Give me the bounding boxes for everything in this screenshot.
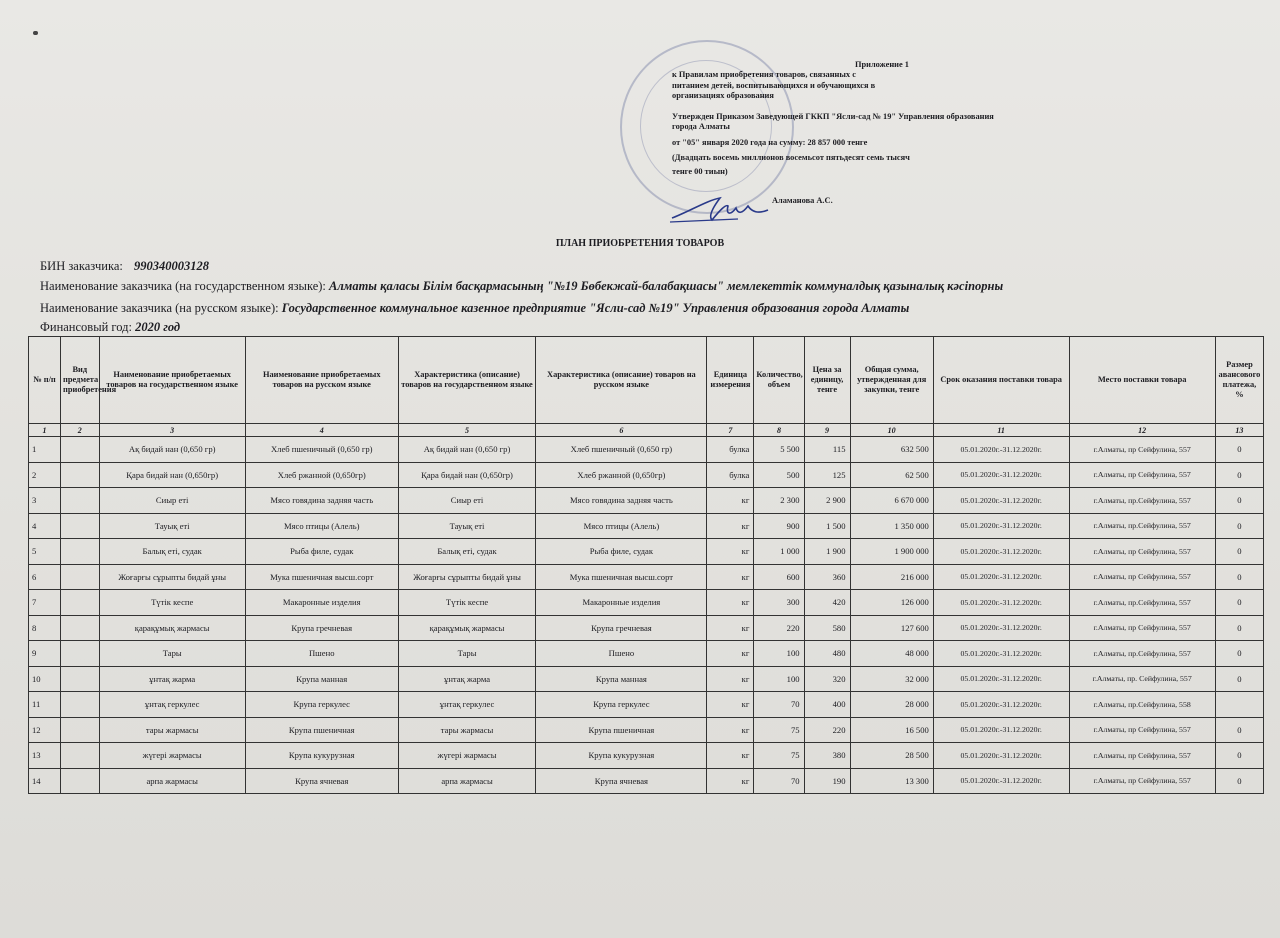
total-sum-cell: 6 670 000 <box>850 488 933 514</box>
unit-cell: кг <box>707 488 754 514</box>
column-number: 5 <box>398 424 536 437</box>
delivery-place-cell: г.Алматы, пр.Сейфулина, 557 <box>1069 590 1215 616</box>
delivery-term-cell: 05.01.2020г.-31.12.2020г. <box>933 590 1069 616</box>
delivery-place-cell: г.Алматы, пр Сейфулина, 557 <box>1069 615 1215 641</box>
purchase-type-cell <box>61 513 99 539</box>
total-sum-cell: 1 350 000 <box>850 513 933 539</box>
column-number: 7 <box>707 424 754 437</box>
delivery-term-cell: 05.01.2020г.-31.12.2020г. <box>933 615 1069 641</box>
quantity-cell: 70 <box>754 768 804 794</box>
row-number-cell: 8 <box>29 615 61 641</box>
delivery-term-cell: 05.01.2020г.-31.12.2020г. <box>933 488 1069 514</box>
quantity-cell: 2 300 <box>754 488 804 514</box>
item-desc-ru-cell: Хлеб пшеничный (0,650 гр) <box>536 437 707 463</box>
row-number-cell: 3 <box>29 488 61 514</box>
item-desc-kz-cell: тары жармасы <box>398 717 536 743</box>
advance-payment-cell: 0 <box>1215 666 1263 692</box>
column-number: 6 <box>536 424 707 437</box>
table-header-row <box>29 337 1264 424</box>
unit-price-cell: 320 <box>804 666 850 692</box>
item-desc-ru-cell: Рыба филе, судак <box>536 539 707 565</box>
total-sum-cell: 28 500 <box>850 743 933 769</box>
unit-cell: кг <box>707 641 754 667</box>
row-number-cell: 9 <box>29 641 61 667</box>
item-desc-ru-cell: Макаронные изделия <box>536 590 707 616</box>
signer-name: Аламанова А.С. <box>772 195 833 205</box>
name-ru-line <box>40 301 909 316</box>
total-sum-cell: 1 900 000 <box>850 539 933 565</box>
delivery-term-cell: 05.01.2020г.-31.12.2020г. <box>933 692 1069 718</box>
item-name-ru-cell: Крупа геркулес <box>245 692 398 718</box>
delivery-term-cell: 05.01.2020г.-31.12.2020г. <box>933 437 1069 463</box>
item-desc-kz-cell: Түтік кеспе <box>398 590 536 616</box>
name-kz-value: Алматы қаласы Білім басқармасының "№19 Бөбекжай-балабақшасы" мемлекеттік коммуналдық қазыналық кәсіпорны <box>329 279 1004 293</box>
unit-cell: кг <box>707 666 754 692</box>
unit-price-cell: 1 900 <box>804 539 850 565</box>
advance-payment-cell: 0 <box>1215 564 1263 590</box>
delivery-place-cell: г.Алматы, пр.Сейфулина, 558 <box>1069 692 1215 718</box>
delivery-place-cell: г.Алматы, пр Сейфулина, 557 <box>1069 564 1215 590</box>
item-desc-ru-cell: Пшено <box>536 641 707 667</box>
item-name-kz-cell: Тауық еті <box>99 513 245 539</box>
table-row <box>29 539 1264 565</box>
column-header: Цена за единицу, тенге <box>804 337 850 424</box>
delivery-term-cell: 05.01.2020г.-31.12.2020г. <box>933 666 1069 692</box>
advance-payment-cell: 0 <box>1215 437 1263 463</box>
table-row <box>29 743 1264 769</box>
row-number-cell: 1 <box>29 437 61 463</box>
total-sum-cell: 126 000 <box>850 590 933 616</box>
column-header: Срок оказания поставки товара <box>933 337 1069 424</box>
unit-cell: кг <box>707 615 754 641</box>
table-row <box>29 768 1264 794</box>
item-desc-kz-cell: Сиыр еті <box>398 488 536 514</box>
item-name-kz-cell: Ақ бидай нан (0,650 гр) <box>99 437 245 463</box>
column-number: 13 <box>1215 424 1263 437</box>
item-desc-ru-cell: Крупа пшеничная <box>536 717 707 743</box>
advance-payment-cell: 0 <box>1215 743 1263 769</box>
advance-payment-cell: 0 <box>1215 462 1263 488</box>
delivery-place-cell: г.Алматы, пр.Сейфулина, 557 <box>1069 488 1215 514</box>
unit-price-cell: 480 <box>804 641 850 667</box>
item-name-kz-cell: қарақұмық жармасы <box>99 615 245 641</box>
quantity-cell: 5 500 <box>754 437 804 463</box>
item-desc-kz-cell: ұнтақ жарма <box>398 666 536 692</box>
item-name-ru-cell: Крупа ячневая <box>245 768 398 794</box>
column-number: 8 <box>754 424 804 437</box>
column-header: Вид предмета приобретения <box>61 337 99 424</box>
column-header: Общая сумма, утвержденная для закупки, тенге <box>850 337 933 424</box>
column-number-row <box>29 424 1264 437</box>
item-desc-ru-cell: Крупа кукурузная <box>536 743 707 769</box>
delivery-term-cell: 05.01.2020г.-31.12.2020г. <box>933 539 1069 565</box>
item-desc-kz-cell: Тауық еті <box>398 513 536 539</box>
column-header: Наименование приобретаемых товаров на государственном языке <box>99 337 245 424</box>
table-row <box>29 564 1264 590</box>
item-name-kz-cell: Тары <box>99 641 245 667</box>
item-desc-ru-cell: Крупа манная <box>536 666 707 692</box>
table-row <box>29 462 1264 488</box>
column-number: 1 <box>29 424 61 437</box>
item-name-ru-cell: Пшено <box>245 641 398 667</box>
row-number-cell: 14 <box>29 768 61 794</box>
item-desc-ru-cell: Крупа гречневая <box>536 615 707 641</box>
ink-dot <box>33 31 38 35</box>
table-row <box>29 615 1264 641</box>
row-number-cell: 6 <box>29 564 61 590</box>
quantity-cell: 500 <box>754 462 804 488</box>
bin-value: 990340003128 <box>133 259 209 273</box>
total-sum-cell: 632 500 <box>850 437 933 463</box>
column-number: 3 <box>99 424 245 437</box>
unit-cell: кг <box>707 768 754 794</box>
year-label: Финансовый год: <box>40 320 132 334</box>
row-number-cell: 10 <box>29 666 61 692</box>
unit-price-cell: 580 <box>804 615 850 641</box>
unit-price-cell: 115 <box>804 437 850 463</box>
purchase-type-cell <box>61 768 99 794</box>
table-row <box>29 692 1264 718</box>
approval-line: города Алматы <box>672 122 730 132</box>
row-number-cell: 5 <box>29 539 61 565</box>
unit-cell: кг <box>707 692 754 718</box>
name-kz-line <box>40 279 1003 294</box>
item-name-kz-cell: Сиыр еті <box>99 488 245 514</box>
item-desc-kz-cell: Балық еті, судак <box>398 539 536 565</box>
total-sum-cell: 216 000 <box>850 564 933 590</box>
item-name-ru-cell: Хлеб ржанной (0,650гр) <box>245 462 398 488</box>
total-sum-cell: 127 600 <box>850 615 933 641</box>
row-number-cell: 4 <box>29 513 61 539</box>
column-header: Размер авансового платежа, % <box>1215 337 1263 424</box>
unit-price-cell: 220 <box>804 717 850 743</box>
column-number: 9 <box>804 424 850 437</box>
table-row <box>29 717 1264 743</box>
table-row <box>29 488 1264 514</box>
unit-price-cell: 2 900 <box>804 488 850 514</box>
delivery-place-cell: г.Алматы, пр Сейфулина, 557 <box>1069 743 1215 769</box>
item-name-ru-cell: Рыба филе, судак <box>245 539 398 565</box>
unit-cell: булка <box>707 437 754 463</box>
approval-line: от "05" января 2020 года на сумму: 28 857 000 тенге <box>672 138 868 148</box>
item-name-ru-cell: Крупа гречневая <box>245 615 398 641</box>
delivery-place-cell: г.Алматы, пр.Сейфулина, 557 <box>1069 513 1215 539</box>
advance-payment-cell: 0 <box>1215 488 1263 514</box>
total-sum-cell: 13 300 <box>850 768 933 794</box>
row-number-cell: 13 <box>29 743 61 769</box>
item-desc-kz-cell: қарақұмық жармасы <box>398 615 536 641</box>
item-name-ru-cell: Мясо говядина задняя часть <box>245 488 398 514</box>
purchase-type-cell <box>61 717 99 743</box>
item-desc-ru-cell: Крупа геркулес <box>536 692 707 718</box>
item-desc-kz-cell: жүгері жармасы <box>398 743 536 769</box>
delivery-place-cell: г.Алматы, пр. Сейфулина, 557 <box>1069 666 1215 692</box>
total-sum-cell: 16 500 <box>850 717 933 743</box>
unit-cell: кг <box>707 564 754 590</box>
purchase-type-cell <box>61 462 99 488</box>
purchase-type-cell <box>61 437 99 463</box>
unit-cell: кг <box>707 590 754 616</box>
delivery-term-cell: 05.01.2020г.-31.12.2020г. <box>933 462 1069 488</box>
item-desc-kz-cell: Қара бидай нан (0,650гр) <box>398 462 536 488</box>
item-desc-kz-cell: Тары <box>398 641 536 667</box>
quantity-cell: 220 <box>754 615 804 641</box>
unit-cell: кг <box>707 539 754 565</box>
quantity-cell: 70 <box>754 692 804 718</box>
advance-payment-cell: 0 <box>1215 590 1263 616</box>
advance-payment-cell: 0 <box>1215 615 1263 641</box>
column-header: Характеристика (описание) товаров на русском языке <box>536 337 707 424</box>
unit-price-cell: 1 500 <box>804 513 850 539</box>
appendix-line: питанием детей, воспитывающихся и обучающихся в <box>672 80 876 90</box>
table-row <box>29 641 1264 667</box>
row-number-cell: 7 <box>29 590 61 616</box>
unit-cell: кг <box>707 743 754 769</box>
item-name-kz-cell: Жоғарғы сұрыпты бидай ұны <box>99 564 245 590</box>
column-header: Количество, объем <box>754 337 804 424</box>
delivery-term-cell: 05.01.2020г.-31.12.2020г. <box>933 641 1069 667</box>
unit-cell: кг <box>707 513 754 539</box>
item-name-kz-cell: жүгері жармасы <box>99 743 245 769</box>
item-name-ru-cell: Мясо птицы (Алель) <box>245 513 398 539</box>
advance-payment-cell: 0 <box>1215 641 1263 667</box>
purchase-type-cell <box>61 641 99 667</box>
item-desc-ru-cell: Крупа ячневая <box>536 768 707 794</box>
quantity-cell: 100 <box>754 641 804 667</box>
quantity-cell: 75 <box>754 743 804 769</box>
purchase-plan-table <box>28 336 1264 794</box>
appendix-line: организациях образования <box>672 91 774 101</box>
column-number: 4 <box>245 424 398 437</box>
item-name-kz-cell: Түтік кеспе <box>99 590 245 616</box>
advance-payment-cell: 0 <box>1215 513 1263 539</box>
delivery-place-cell: г.Алматы, пр Сейфулина, 557 <box>1069 768 1215 794</box>
quantity-cell: 900 <box>754 513 804 539</box>
quantity-cell: 1 000 <box>754 539 804 565</box>
advance-payment-cell <box>1215 692 1263 718</box>
purchase-type-cell <box>61 666 99 692</box>
delivery-term-cell: 05.01.2020г.-31.12.2020г. <box>933 768 1069 794</box>
appendix-line: к Правилам приобретения товаров, связанных с <box>672 70 856 80</box>
appendix-title: Приложение 1 <box>854 60 909 69</box>
item-desc-ru-cell: Мясо птицы (Алель) <box>536 513 707 539</box>
item-name-ru-cell: Мука пшеничная высш.сорт <box>245 564 398 590</box>
advance-payment-cell: 0 <box>1215 539 1263 565</box>
approval-line: Утвержден Приказом Заведующей ГККП "Ясли-сад № 19" Управления образования <box>672 111 994 121</box>
item-desc-kz-cell: Ақ бидай нан (0,650 гр) <box>398 437 536 463</box>
purchase-type-cell <box>61 539 99 565</box>
item-name-ru-cell: Макаронные изделия <box>245 590 398 616</box>
item-name-ru-cell: Крупа пшеничная <box>245 717 398 743</box>
column-number: 12 <box>1069 424 1215 437</box>
approval-line: тенге 00 тиын) <box>672 167 728 177</box>
purchase-type-cell <box>61 743 99 769</box>
total-sum-cell: 48 000 <box>850 641 933 667</box>
name-kz-label: Наименование заказчика (на государственном языке): <box>40 279 326 293</box>
bin-label: БИН заказчика: <box>40 259 123 273</box>
item-name-kz-cell: ұнтақ геркулес <box>99 692 245 718</box>
delivery-place-cell: г.Алматы, пр Сейфулина, 557 <box>1069 539 1215 565</box>
unit-cell: булка <box>707 462 754 488</box>
purchase-type-cell <box>61 488 99 514</box>
quantity-cell: 600 <box>754 564 804 590</box>
column-header: Наименование приобретаемых товаров на русском языке <box>245 337 398 424</box>
item-name-kz-cell: тары жармасы <box>99 717 245 743</box>
purchase-type-cell <box>61 564 99 590</box>
column-header: № п/п <box>29 337 61 424</box>
purchase-type-cell <box>61 590 99 616</box>
row-number-cell: 12 <box>29 717 61 743</box>
delivery-place-cell: г.Алматы, пр Сейфулина, 557 <box>1069 717 1215 743</box>
purchase-type-cell <box>61 615 99 641</box>
delivery-place-cell: г.Алматы, пр.Сейфулина, 557 <box>1069 641 1215 667</box>
item-name-kz-cell: Балық еті, судак <box>99 539 245 565</box>
delivery-term-cell: 05.01.2020г.-31.12.2020г. <box>933 717 1069 743</box>
column-number: 10 <box>850 424 933 437</box>
table-row <box>29 437 1264 463</box>
table-row <box>29 513 1264 539</box>
advance-payment-cell: 0 <box>1215 717 1263 743</box>
delivery-term-cell: 05.01.2020г.-31.12.2020г. <box>933 564 1069 590</box>
table-row <box>29 666 1264 692</box>
delivery-place-cell: г.Алматы, пр Сейфулина, 557 <box>1069 462 1215 488</box>
total-sum-cell: 28 000 <box>850 692 933 718</box>
quantity-cell: 100 <box>754 666 804 692</box>
unit-price-cell: 190 <box>804 768 850 794</box>
handwritten-signature <box>668 192 778 228</box>
year-line <box>40 320 180 335</box>
item-desc-kz-cell: арпа жармасы <box>398 768 536 794</box>
item-name-ru-cell: Хлеб пшеничный (0,650 гр) <box>245 437 398 463</box>
column-header: Единица измерения <box>707 337 754 424</box>
table-row <box>29 590 1264 616</box>
appendix-block <box>672 60 1052 206</box>
unit-cell: кг <box>707 717 754 743</box>
column-header: Место поставки товара <box>1069 337 1215 424</box>
unit-price-cell: 420 <box>804 590 850 616</box>
name-ru-value: Государственное коммунальное казенное предприятие "Ясли-сад №19" Управления образования города Алматы <box>281 301 910 315</box>
unit-price-cell: 400 <box>804 692 850 718</box>
approval-line: (Двадцать восемь миллионов восемьсот пятьдесят семь тысяч <box>672 152 910 162</box>
row-number-cell: 2 <box>29 462 61 488</box>
item-desc-ru-cell: Мука пшеничная высш.сорт <box>536 564 707 590</box>
item-name-kz-cell: ұнтақ жарма <box>99 666 245 692</box>
unit-price-cell: 380 <box>804 743 850 769</box>
unit-price-cell: 125 <box>804 462 850 488</box>
document-title: ПЛАН ПРИОБРЕТЕНИЯ ТОВАРОВ <box>555 238 725 249</box>
column-header: Характеристика (описание) товаров на государственном языке <box>398 337 536 424</box>
column-number: 2 <box>61 424 99 437</box>
total-sum-cell: 32 000 <box>850 666 933 692</box>
quantity-cell: 75 <box>754 717 804 743</box>
delivery-term-cell: 05.01.2020г.-31.12.2020г. <box>933 743 1069 769</box>
year-value: 2020 год <box>135 320 181 334</box>
row-number-cell: 11 <box>29 692 61 718</box>
item-name-ru-cell: Крупа манная <box>245 666 398 692</box>
quantity-cell: 300 <box>754 590 804 616</box>
item-desc-kz-cell: ұнтақ геркулес <box>398 692 536 718</box>
item-desc-kz-cell: Жоғарғы сұрыпты бидай ұны <box>398 564 536 590</box>
delivery-term-cell: 05.01.2020г.-31.12.2020г. <box>933 513 1069 539</box>
advance-payment-cell: 0 <box>1215 768 1263 794</box>
item-name-kz-cell: Қара бидай нан (0,650гр) <box>99 462 245 488</box>
item-desc-ru-cell: Хлеб ржанной (0,650гр) <box>536 462 707 488</box>
item-desc-ru-cell: Мясо говядина задняя часть <box>536 488 707 514</box>
bin-line <box>40 259 209 274</box>
purchase-type-cell <box>61 692 99 718</box>
unit-price-cell: 360 <box>804 564 850 590</box>
item-name-kz-cell: арпа жармасы <box>99 768 245 794</box>
delivery-place-cell: г.Алматы, пр Сейфулина, 557 <box>1069 437 1215 463</box>
item-name-ru-cell: Крупа кукурузная <box>245 743 398 769</box>
column-number: 11 <box>933 424 1069 437</box>
total-sum-cell: 62 500 <box>850 462 933 488</box>
name-ru-label: Наименование заказчика (на русском языке): <box>40 301 279 315</box>
